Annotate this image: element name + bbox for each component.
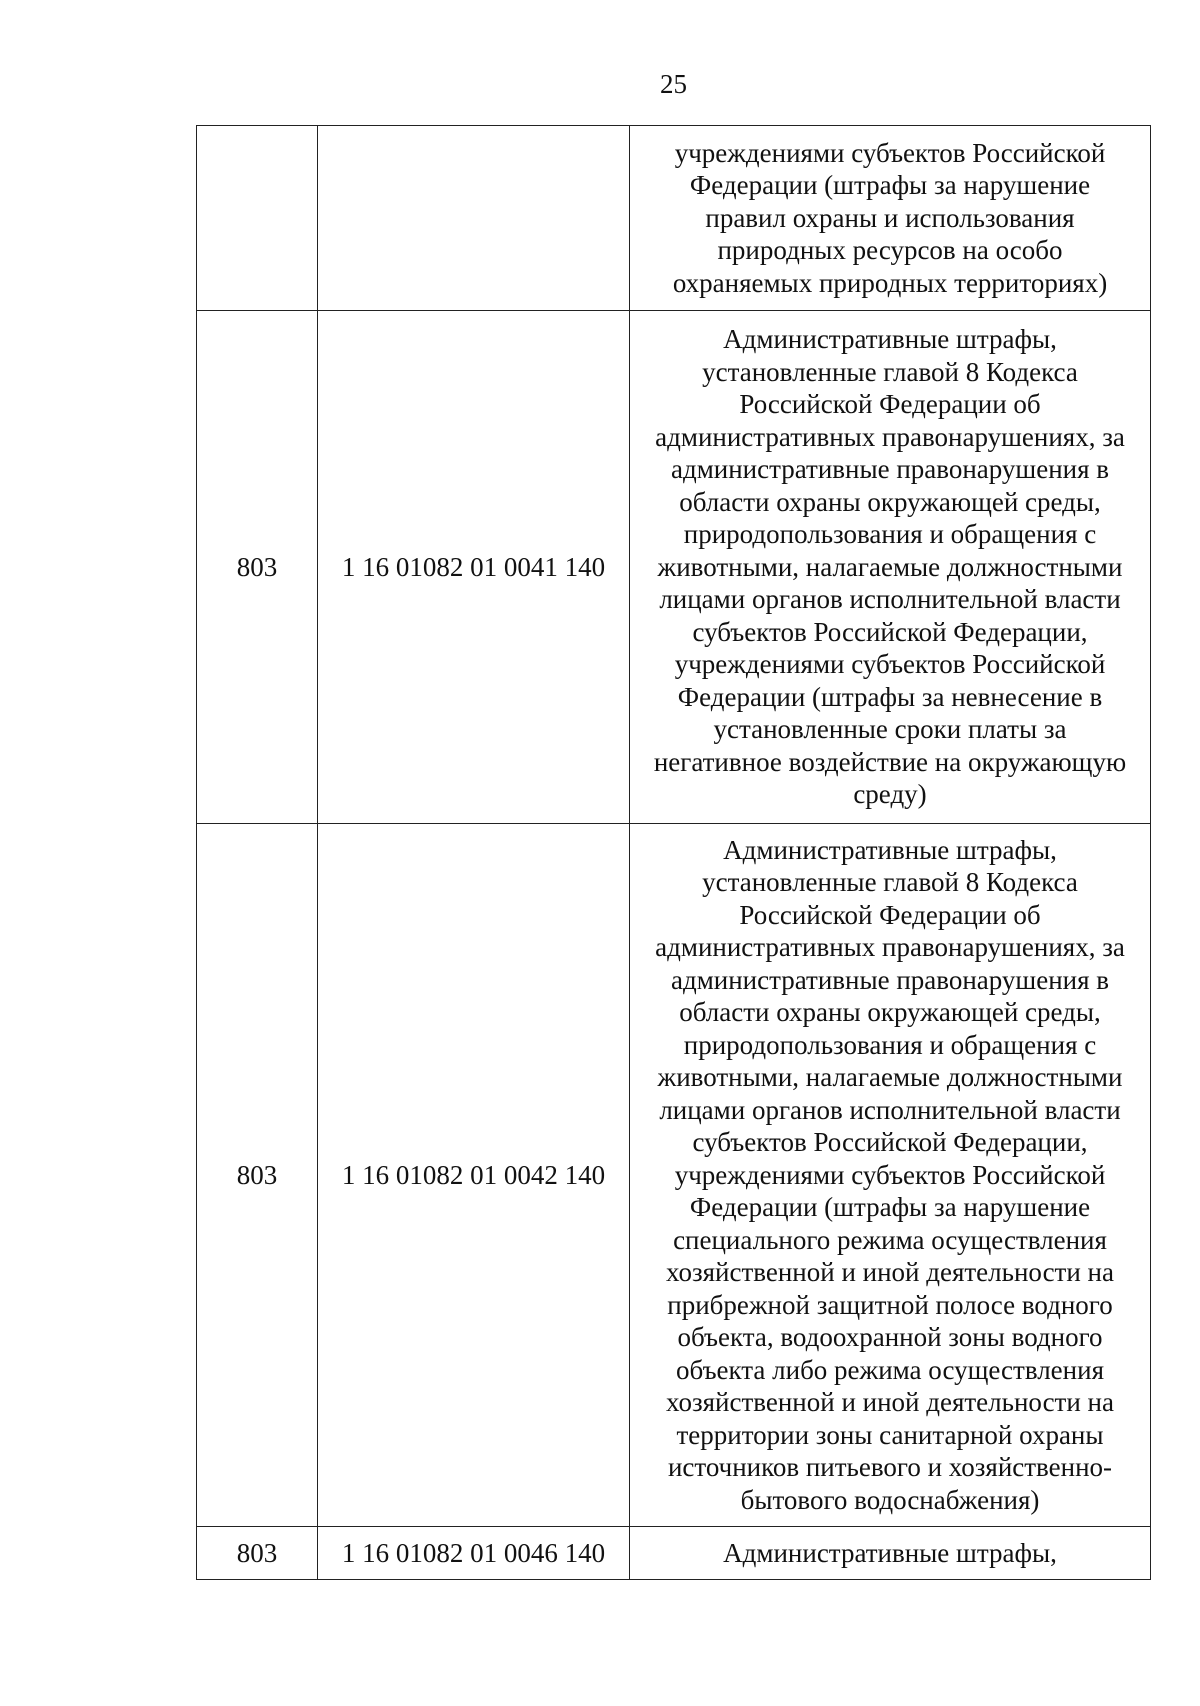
admin-code-cell xyxy=(197,126,318,311)
kbk-code-cell xyxy=(318,311,630,824)
budget-codes-table xyxy=(196,125,1151,1580)
table-row xyxy=(197,311,1151,824)
revenue-name-cell xyxy=(630,1527,1151,1580)
kbk-code-cell xyxy=(318,824,630,1527)
table-row xyxy=(197,1527,1151,1580)
table-row xyxy=(197,824,1151,1527)
table-row xyxy=(197,126,1151,311)
admin-code-cell xyxy=(197,311,318,824)
kbk-code: 1 16 01082 01 0041 140 xyxy=(341,551,606,582)
admin-code: 803 xyxy=(236,1159,278,1190)
revenue-name: Административные штрафы, установленные главой 8 Кодекса Российской Федерации об административных правонарушениях, за административные правонарушения в области охраны окружающей среды, природопользования и обращения с животными, налагаемые должностными лицами органов исполнительной власти субъектов Российской Федерации, учреждениями субъектов Российской Федерации (штрафы за нарушение специального режима осуществления хозяйственной и иной деятельности на прибрежной защитной полосе водного объекта, водоохранной зоны водного объекта либо режима осуществления хозяйственной и иной деятельности на территории зоны санитарной охраны источников питьевого и хозяйственно- бытового водоснабжения) xyxy=(655,834,1125,1515)
kbk-code-cell xyxy=(318,1527,630,1580)
revenue-name: учреждениями субъектов Российской Федерации (штрафы за нарушение правил охраны и использования природных ресурсов на особо охраняемых природных территориях) xyxy=(672,137,1108,298)
revenue-name: Административные штрафы, установленные главой 8 Кодекса Российской Федерации об административных правонарушениях, за административные правонарушения в области охраны окружающей среды, природопользования и обращения с животными, налагаемые должностными лицами органов исполнительной власти субъектов Российской Федерации, учреждениями субъектов Российской Федерации (штрафы за невнесение в установленные сроки платы за негативное воздействие на окружающую среду) xyxy=(653,324,1127,810)
revenue-name-cell xyxy=(630,126,1151,311)
page-number: 25 xyxy=(660,69,687,99)
kbk-code: 1 16 01082 01 0042 140 xyxy=(341,1159,606,1190)
admin-code: 803 xyxy=(236,551,278,582)
admin-code-cell xyxy=(197,1527,318,1580)
revenue-name-cell xyxy=(630,311,1151,824)
revenue-name: Административные штрафы, xyxy=(723,1537,1057,1568)
admin-code: 803 xyxy=(236,1537,278,1568)
admin-code-cell xyxy=(197,824,318,1527)
kbk-code-cell xyxy=(318,126,630,311)
revenue-name-cell xyxy=(630,824,1151,1527)
kbk-code: 1 16 01082 01 0046 140 xyxy=(341,1537,606,1568)
